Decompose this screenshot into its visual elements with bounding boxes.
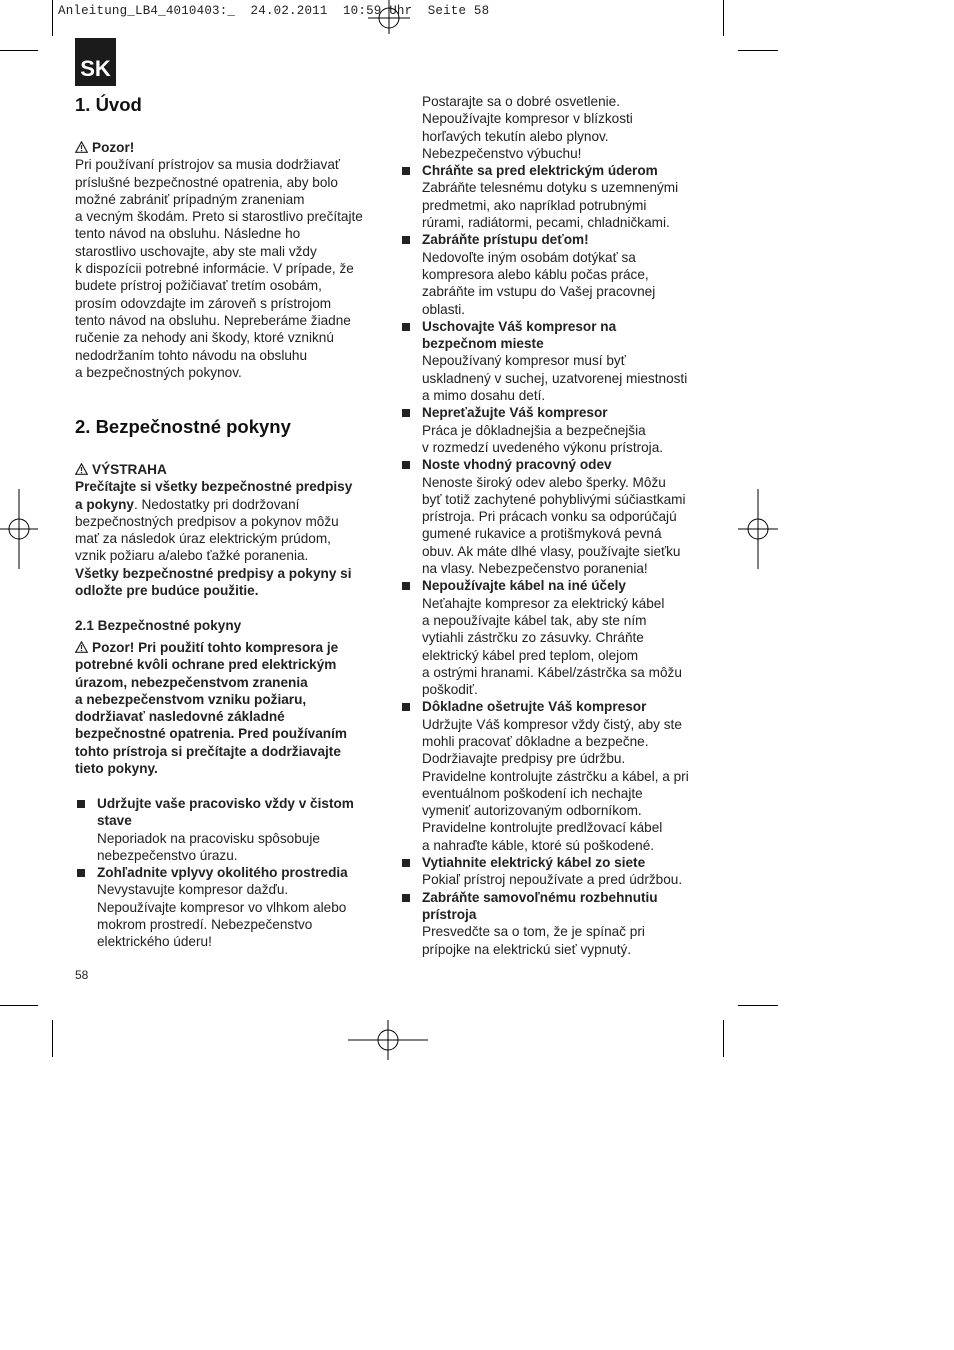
caution-line: bezpečnostné opatrenia. Pred používaním xyxy=(75,726,347,742)
header-time: 10:59 xyxy=(342,4,382,18)
section1-line: tento návod na obsluhu. Následne ho xyxy=(75,226,301,242)
bullet-square-icon xyxy=(402,894,410,902)
intro-line: mať za následok úraz elektrickým prúdom, xyxy=(75,531,331,547)
right-intro-line: Nepoužívajte kompresor v blízkosti xyxy=(422,111,633,127)
bullet-text: Nepoužívajte kompresor vo vlhkom alebo xyxy=(97,899,347,915)
bullet-square-icon xyxy=(402,323,410,331)
bullet-title: Vytiahnite elektrický kábel zo siete xyxy=(422,855,646,871)
intro-rest: . Nedostatky pri dodržovaní xyxy=(133,496,300,512)
bullet-text: gumené rukavice a protišmyková pevná xyxy=(422,526,662,542)
section1-line: starostlivo uschovajte, aby ste mali vždy xyxy=(75,243,317,259)
header-page-word: Seite xyxy=(427,4,467,18)
crop-mark xyxy=(723,1020,724,1057)
bullet-text: nebezpečenstvo úrazu. xyxy=(97,847,238,863)
print-header xyxy=(58,4,489,18)
header-time-unit: Uhr xyxy=(389,4,413,18)
section1-line: a vecným škodám. Preto si starostlivo prečítajte xyxy=(75,209,363,225)
bullet-text: predmetmi, ako napríklad potrubnými xyxy=(422,197,647,213)
crop-mark xyxy=(52,0,53,36)
registration-mark-bottom xyxy=(348,1020,428,1060)
bullet-text: a ostrými hranami. Kábel/zástrčka sa môžu xyxy=(422,664,682,680)
caution-block xyxy=(75,639,380,777)
bullet-text: poškodiť. xyxy=(422,682,478,698)
bullet-text: Dodržiavajte predpisy pre údržbu. xyxy=(422,751,626,767)
bullet-text: Práca je dôkladnejšia a bezpečnejšia xyxy=(422,422,646,438)
bullet-item xyxy=(400,318,710,404)
bullet-text: mohli pracovať dôkladne a bezpečne. xyxy=(422,733,649,749)
bullet-square-icon xyxy=(77,869,85,877)
bullet-text: Pravidelne kontrolujte predlžovací kábel xyxy=(422,820,663,836)
bullet-text: zabráňte im vstupu do Vašej pracovnej xyxy=(422,284,656,300)
bullet-text: eventuálnom poškodení ich nechajte xyxy=(422,785,643,801)
bullet-item xyxy=(75,795,380,864)
bullet-text: rúrami, radiátormi, pecami, chladničkami. xyxy=(422,215,670,231)
section1-line: tento návod na obsluhu. Nepreberáme žiadne xyxy=(75,312,351,328)
bullet-item xyxy=(400,577,710,698)
intro-mixed-line xyxy=(75,496,380,513)
section1-line: a bezpečnostných pokynov. xyxy=(75,364,242,380)
bullet-text: obuv. Ak máte dlhé vlasy, používajte sieťku xyxy=(422,543,681,559)
bullet-square-icon xyxy=(402,461,410,469)
bullet-item xyxy=(400,404,710,456)
bullet-text: a mimo dosahu detí. xyxy=(422,388,546,404)
bullet-title: Dôkladne ošetrujte Váš kompresor xyxy=(422,699,647,715)
bullet-item xyxy=(400,162,710,231)
crop-mark xyxy=(0,1005,38,1006)
intro-bold-end: odložte pre budúce použitie. xyxy=(75,583,259,599)
warning-triangle-icon xyxy=(75,141,88,153)
language-badge: SK xyxy=(75,38,116,86)
bullet-text: v rozmedzí uvedeného výkonu prístroja. xyxy=(422,439,664,455)
right-intro-line: Postarajte sa o dobré osvetlenie. xyxy=(422,94,620,109)
bullet-text: Zabráňte telesnému dotyku s uzemnenými xyxy=(422,180,679,196)
bullet-text: vytiahli zástrčku zo zásuvky. Chráňte xyxy=(422,630,644,646)
bullet-text: Nenoste široký odev alebo šperky. Môžu xyxy=(422,474,666,490)
intro-line: vznik požiaru a/alebo ťažké poranenia. xyxy=(75,548,309,564)
bullet-text: prístroja. Pri prácach vonku sa odporúčajú xyxy=(422,509,677,525)
bullet-text: prípojke na elektrickú sieť vypnutý. xyxy=(422,941,632,957)
warning-heading xyxy=(75,461,380,478)
bullet-square-icon xyxy=(402,859,410,867)
right-intro xyxy=(400,93,710,162)
bullet-title: prístroja xyxy=(422,906,477,922)
section1-line: nedodržaním tohto návodu na obsluhu xyxy=(75,347,308,363)
right-intro-line: horľavých tekutín alebo plynov. xyxy=(422,128,609,144)
section1-line: príslušné bezpečnostné opatrenia, aby bolo xyxy=(75,174,338,190)
bullet-text: Nepoužívaný kompresor musí byť xyxy=(422,353,626,369)
bullet-item xyxy=(400,231,710,317)
intro-bold-end: Všetky bezpečnostné predpisy a pokyny si xyxy=(75,565,352,581)
bullet-text: byť totiž zachytené pohyblivými súčiastkami xyxy=(422,491,686,507)
bullet-title: Zohľadnite vplyvy okolitého prostredia xyxy=(97,865,348,881)
section1-title: 1. Úvod xyxy=(75,94,142,115)
right-column xyxy=(400,93,710,958)
crop-mark xyxy=(738,1005,778,1006)
section1-line: k dispozícii potrebné informácie. V prípade, že xyxy=(75,261,354,277)
bullet-text: oblasti. xyxy=(422,301,466,317)
bullet-square-icon xyxy=(402,582,410,590)
caution-line: úrazom, nebezpečenstvom zranenia xyxy=(75,674,308,690)
section1-body xyxy=(75,139,380,381)
bullet-square-icon xyxy=(77,800,85,808)
bullet-title: bezpečnom mieste xyxy=(422,336,544,352)
registration-mark-top xyxy=(368,0,413,36)
section2-body xyxy=(75,461,380,599)
bullet-item xyxy=(400,456,710,577)
bullet-text: Udržujte Váš kompresor vždy čistý, aby ste xyxy=(422,716,682,732)
bullet-text: vymeniť autorizovaným odborníkom. xyxy=(422,803,642,819)
caution-line: dodržiavať nasledovné základné xyxy=(75,709,285,725)
bullet-text: Nedovoľte iným osobám dotýkať sa xyxy=(422,249,636,265)
bullet-text: a nepoužívajte kábel tak, aby ste ním xyxy=(422,612,647,628)
registration-mark-left xyxy=(0,489,38,569)
bullet-text: a nahraďte káble, ktoré sú poškodené. xyxy=(422,837,655,853)
warning-triangle-icon xyxy=(75,641,88,653)
bullet-text: uskladnený v suchej, uzatvorenej miestnosti xyxy=(422,370,688,386)
caution-line: potrebné kvôli ochrane pred elektrickým xyxy=(75,657,337,673)
section1-line: budete prístroj požičiavať tretím osobám, xyxy=(75,278,322,294)
bullet-text: elektrický kábel pred teplom, olejom xyxy=(422,647,639,663)
bullet-title: Uschovajte Váš kompresor na xyxy=(422,318,617,334)
bullet-item xyxy=(75,864,380,950)
subsection-title: 2.1 Bezpečnostné pokyny xyxy=(75,618,242,633)
section2-title: 2. Bezpečnostné pokyny xyxy=(75,416,291,437)
bullet-item xyxy=(400,854,710,889)
crop-mark xyxy=(738,50,778,51)
registration-mark-right xyxy=(738,489,778,569)
bullet-text: na vlasy. Nebezpečenstvo poranenia! xyxy=(422,561,648,577)
crop-mark xyxy=(0,50,38,51)
page-number: 58 xyxy=(75,968,89,982)
pozor-label: Pozor! xyxy=(92,140,135,155)
section1-line: ručenie za nehody ani škody, ktoré vzniknú xyxy=(75,330,334,346)
intro-bold-line: Prečítajte si všetky bezpečnostné predpisy xyxy=(75,479,353,495)
bullet-text: Presvedčte sa o tom, že je spínač pri xyxy=(422,924,645,940)
header-date: 24.02.2011 xyxy=(250,4,328,18)
bullet-title: Nepoužívajte kábel na iné účely xyxy=(422,578,626,594)
caution-line xyxy=(75,639,380,656)
bullet-text: Neťahajte kompresor za elektrický kábel xyxy=(422,595,665,611)
bullet-text: Nevystavujte kompresor dažďu. xyxy=(97,882,289,898)
bullet-title: Nepreťažujte Váš kompresor xyxy=(422,405,608,421)
crop-mark xyxy=(52,1020,53,1057)
warning-label: VÝSTRAHA xyxy=(92,462,167,477)
section1-line: Pri používaní prístrojov sa musia dodržiavať xyxy=(75,157,341,173)
bullet-text: Pravidelne kontrolujte zástrčku a kábel, a pri xyxy=(422,768,689,784)
pozor-heading xyxy=(75,139,380,156)
caution-line: a nebezpečenstvom vzniku požiaru, xyxy=(75,691,307,707)
bullet-text: kompresora alebo káblu počas práce, xyxy=(422,266,649,282)
bullet-square-icon xyxy=(402,236,410,244)
bullet-title: Zabráňte samovoľnému rozbehnutiu xyxy=(422,889,658,905)
intro-bold-fragment: a pokyny xyxy=(75,496,134,512)
bullet-text: Pokiaľ prístroj nepoužívate a pred údržbou. xyxy=(422,872,683,888)
header-file-name: Anleitung_LB4_4010403:_ xyxy=(58,4,236,18)
crop-mark xyxy=(723,0,724,36)
left-bullet-list xyxy=(75,795,380,951)
section1-line: prosím odovzdajte im zároveň s prístrojom xyxy=(75,295,332,311)
caution-line: tieto pokyny. xyxy=(75,761,158,777)
bullet-title: Noste vhodný pracovný odev xyxy=(422,457,612,473)
caution-line: tohto prístroja si prečítajte a dodržiavajte xyxy=(75,743,341,759)
bullet-text: mokrom prostredí. Nebezpečenstvo xyxy=(97,917,313,933)
section1-line: možné zabrániť prípadným zraneniam xyxy=(75,191,305,207)
warning-triangle-icon xyxy=(75,463,88,475)
intro-line: bezpečnostných predpisov a pokynov môžu xyxy=(75,513,339,529)
bullet-title: Chráňte sa pred elektrickým úderom xyxy=(422,163,658,179)
bullet-square-icon xyxy=(402,409,410,417)
bullet-title: Zabráňte prístupu deťom! xyxy=(422,232,589,248)
caution-text: Pozor! Pri použití tohto kompresora je xyxy=(92,640,339,655)
bullet-item xyxy=(400,889,710,958)
bullet-text: Neporiadok na pracovisku spôsobuje xyxy=(97,830,320,846)
right-intro-line: Nebezpečenstvo výbuchu! xyxy=(422,145,582,161)
bullet-item xyxy=(400,698,710,854)
header-page: 58 xyxy=(473,4,490,18)
bullet-title: stave xyxy=(97,813,132,829)
bullet-square-icon xyxy=(402,167,410,175)
bullet-title: Udržujte vaše pracovisko vždy v čistom xyxy=(97,796,354,811)
bullet-text: elektrického úderu! xyxy=(97,934,212,950)
bullet-square-icon xyxy=(402,703,410,711)
